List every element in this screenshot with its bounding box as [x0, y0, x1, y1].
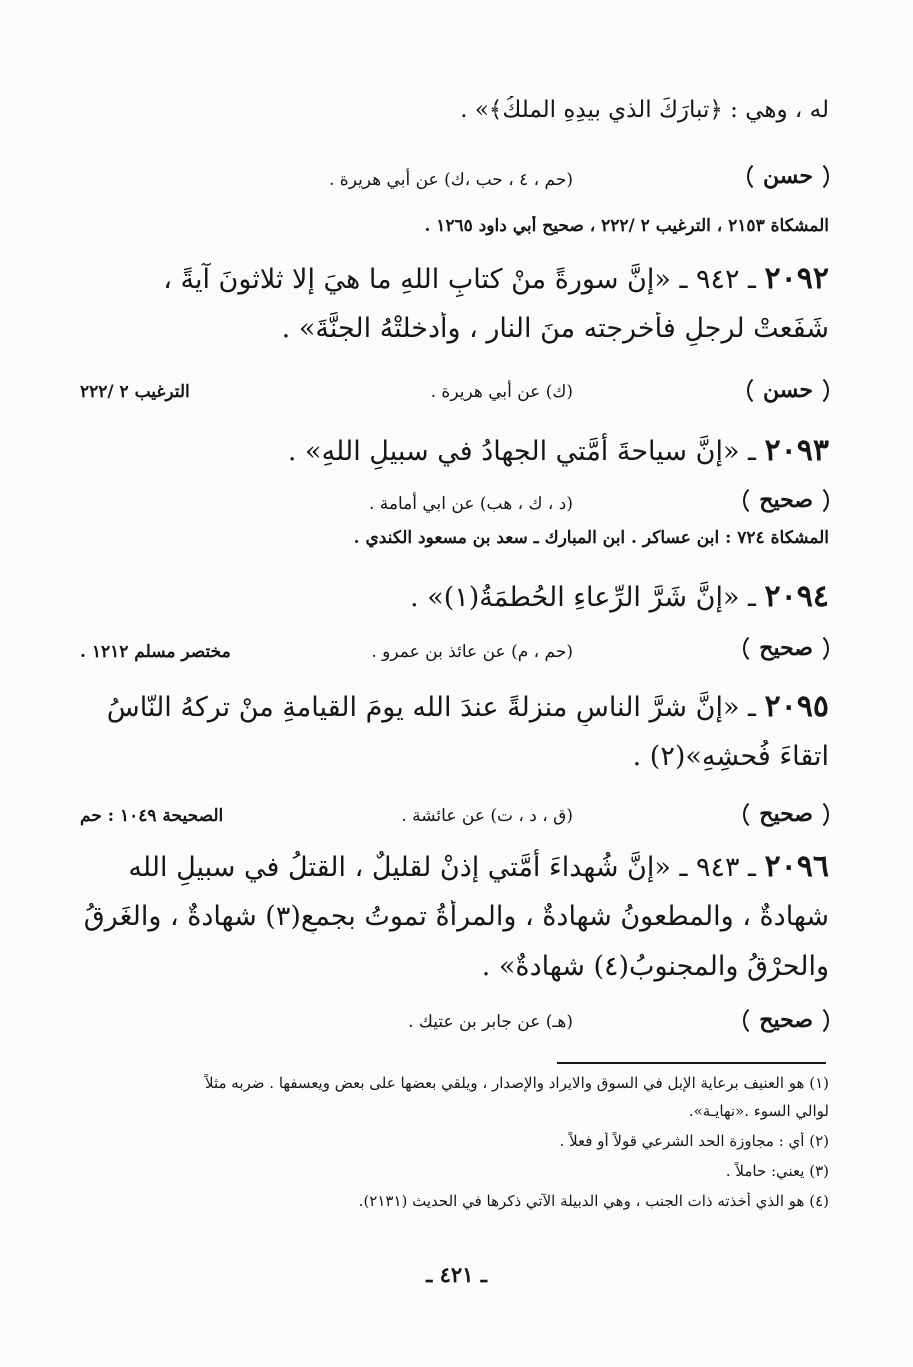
hadith-text: ـ ٩٤٢ ـ «إنَّ سورةً منْ كتابِ اللهِ ما هيَ إلا ثلاثونَ آيةً ،	[163, 264, 765, 295]
page-number: ـ ٤٢١ ـ	[426, 1262, 487, 1287]
grade-badge: صحيح	[743, 1004, 829, 1037]
grade-badge: حسن	[747, 160, 829, 193]
grade-badge: صحيح	[743, 632, 829, 665]
hadith-2096-line-3: والحرْقُ والمجنوبُ(٤) شهادةٌ» .	[481, 951, 829, 982]
hadith-2096-line-1	[80, 848, 829, 886]
grade-badge: صحيح	[743, 484, 829, 517]
footnote-1-continuation: لوالي السوء .«نهايـة».	[688, 1102, 829, 1120]
source-line: (حم ، م) عن عائذ بن عمرو .	[371, 642, 573, 662]
source-line: (د ، ك ، هب) عن ابي أمامة .	[368, 494, 573, 514]
source-line: (ق ، د ، ت) عن عائشة .	[401, 806, 573, 826]
reference-line: الترغيب ٢ /٢٢٢	[80, 382, 190, 402]
footnote-divider	[557, 1062, 826, 1064]
hadith-text: ـ «إنَّ شرَّ الناسِ منزلةً عندَ الله يومَ القيامةِ منْ تركهُ النّاسُ	[106, 692, 765, 723]
hadith-2095-line-1	[80, 688, 829, 726]
hadith-text: ـ «إنَّ سياحةَ أُمَّتي الجهادُ في سبيلِ اللهِ» .	[287, 436, 765, 467]
hadith-2095-line-2: اتقاءَ فُحشِهِ»(٢) .	[632, 741, 829, 772]
reference-line: المشكاة ٧٢٤ : ابن عساكر . ابن المبارك ـ سعد بن مسعود الكندي .	[353, 528, 829, 548]
hadith-2092-line-2: شَفَعتْ لرجلٍ فأخرجته منَ النار ، وأدخلتْهُ الجنَّةَ» .	[281, 313, 829, 344]
hadith-2096-line-2: شهادةٌ ، والمطعونُ شهادةٌ ، والمرأةُ تموتُ بجمعٍ(٣) شهادةٌ ، والغَرقُ	[83, 901, 829, 932]
hadith-text: ـ ٩٤٣ ـ «إنَّ شُهداءَ أُمَّتي إذنْ لقليلٌ ، القتلُ في سبيلِ الله	[128, 852, 765, 883]
hadith-2094-line	[80, 578, 829, 616]
reference-line: المشكاة ٢١٥٣ ، الترغيب ٢ /٢٢٢ ، صحيح أبي داود ١٢٦٥ .	[424, 216, 829, 236]
source-line: (هـ) عن جابر بن عتيك .	[408, 1012, 573, 1032]
hadith-2092-line-1	[80, 260, 829, 298]
hadith-text: ـ «إنَّ شَرَّ الرِّعاءِ الحُطمَةُ(١)» .	[410, 582, 765, 613]
footnote-1: (١) هو العنيف برعاية الإبل في السوق والايراد والإصدار ، ويلقي بعضها على بعض ويعسفها . ضربه مثلاً	[205, 1074, 829, 1092]
source-line: (حم ، ٤ ، حب ،ك) عن أبي هريرة .	[328, 170, 573, 190]
reference-line: مختصر مسلم ١٢١٢ .	[80, 642, 231, 662]
grade-badge: صحيح	[743, 798, 829, 831]
footnote-3: (٣) يعني: حاملاً .	[725, 1162, 829, 1180]
footnote-2: (٢) أي : مجاوزة الحد الشرعي قولاً أو فعلاً .	[559, 1132, 829, 1150]
grade-badge: حسن	[747, 374, 829, 407]
continuation-line: له ، وهي : ﴿تبارَكَ الذي بيدِهِ الملكُ﴾» .	[460, 97, 829, 123]
hadith-number: ٢٠٩٢	[764, 261, 829, 296]
source-line: (ك) عن أبي هريرة .	[430, 382, 573, 402]
footnote-4: (٤) هو الذي أخذته ذات الجنب ، وهي الدبيلة الآتي ذكرها في الحديث (٢١٣١).	[358, 1192, 829, 1210]
hadith-number: ٢٠٩٤	[764, 579, 829, 614]
hadith-number: ٢٠٩٥	[764, 689, 829, 724]
hadith-number: ٢٠٩٦	[764, 849, 829, 884]
reference-line: الصحيحة ١٠٤٩ : حم	[80, 806, 224, 826]
hadith-2093-line	[80, 432, 829, 470]
hadith-number: ٢٠٩٣	[764, 433, 829, 468]
